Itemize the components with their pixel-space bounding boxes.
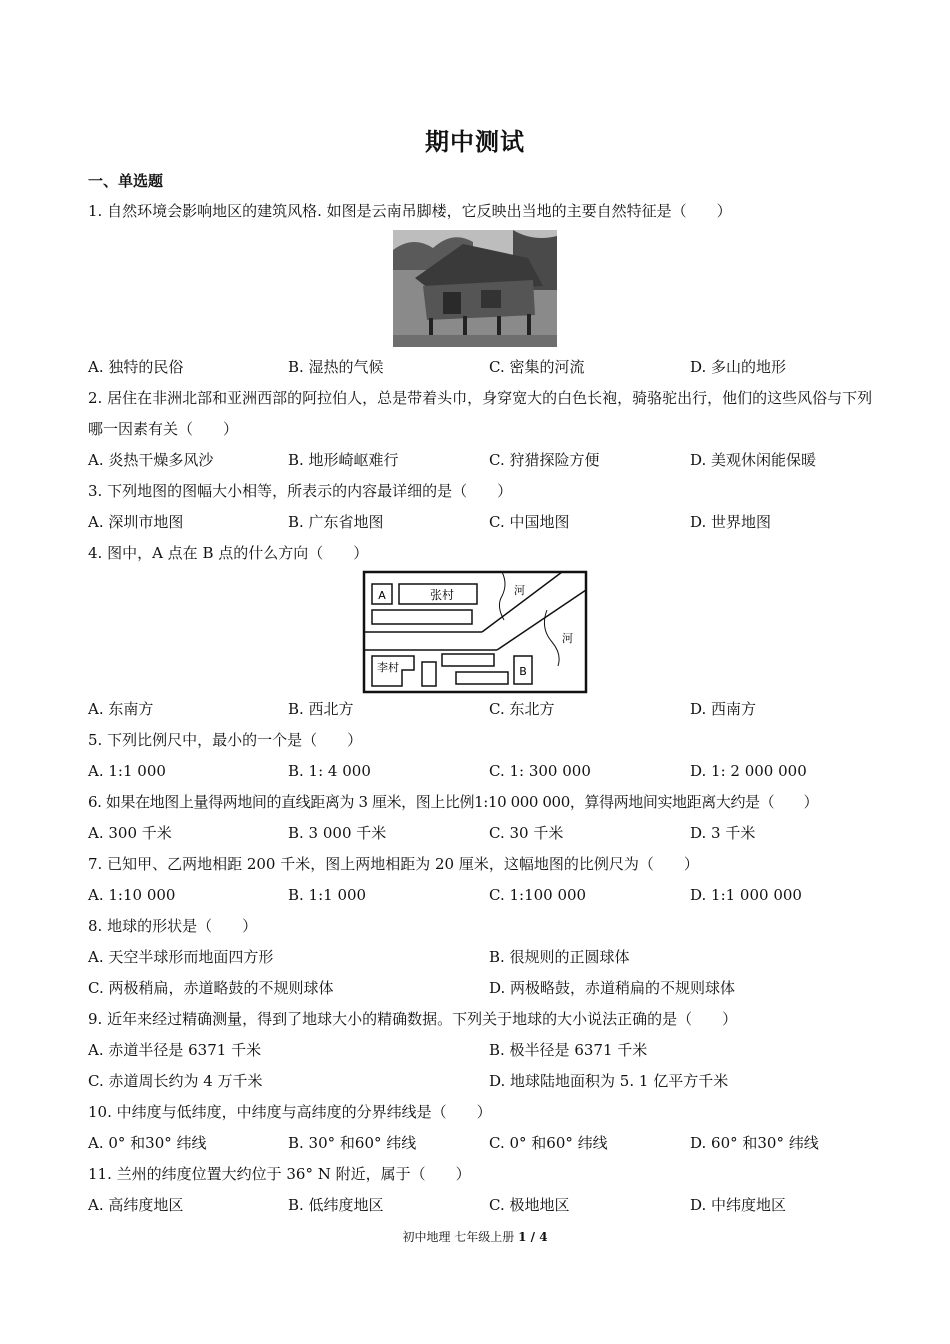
option-a[interactable]: A. 深圳市地图 xyxy=(88,513,184,531)
option-c[interactable]: C. 中国地图 xyxy=(489,513,570,531)
option-a[interactable]: A. 0° 和30° 纬线 xyxy=(88,1134,207,1152)
option-a[interactable]: A. 赤道半径是 6371 千米 xyxy=(88,1041,262,1059)
option-b[interactable]: B. 很规则的正圆球体 xyxy=(489,948,630,966)
option-a[interactable]: A. 高纬度地区 xyxy=(88,1196,184,1214)
village-map xyxy=(362,570,588,694)
question-stem: 10. 中纬度与低纬度，中纬度与高纬度的分界纬线是（ ） xyxy=(88,1103,492,1121)
option-d[interactable]: D. 3 千米 xyxy=(690,824,756,842)
options-row xyxy=(88,352,878,383)
option-c[interactable]: C. 1:100 000 xyxy=(489,886,587,904)
option-a[interactable]: A. 东南方 xyxy=(88,700,154,718)
option-d[interactable]: D. 两极略鼓，赤道稍扁的不规则球体 xyxy=(489,979,736,997)
option-c[interactable]: C. 两极稍扁，赤道略鼓的不规则球体 xyxy=(88,979,334,997)
question-stem: 5. 下列比例尺中，最小的一个是（ ） xyxy=(88,731,363,749)
question-stem: 9. 近年来经过精确测量，得到了地球大小的精确数据。下列关于地球的大小说法正确的是（ ） xyxy=(88,1010,738,1028)
option-c[interactable]: C. 极地地区 xyxy=(489,1196,570,1214)
option-d[interactable]: D. 美观休闲能保暖 xyxy=(690,451,817,469)
section-heading: 一、单选题 xyxy=(88,172,164,190)
option-b[interactable]: B. 1:1 000 xyxy=(288,886,367,904)
option-a[interactable]: A. 独特的民俗 xyxy=(88,358,184,376)
option-b[interactable]: B. 1: 4 000 xyxy=(288,762,371,780)
stilt-house-photo xyxy=(393,230,557,347)
option-d[interactable]: D. 60° 和30° 纬线 xyxy=(690,1134,819,1152)
option-d[interactable]: D. 中纬度地区 xyxy=(690,1196,787,1214)
option-c[interactable]: C. 1: 300 000 xyxy=(489,762,591,780)
question-stem: 3. 下列地图的图幅大小相等，所表示的内容最详细的是（ ） xyxy=(88,482,513,500)
option-c[interactable]: C. 0° 和60° 纬线 xyxy=(489,1134,608,1152)
option-c[interactable]: C. 密集的河流 xyxy=(489,358,585,376)
zhang-village-label: 张村 xyxy=(429,588,455,602)
option-b[interactable]: B. 低纬度地区 xyxy=(288,1196,384,1214)
options-row xyxy=(88,1066,878,1097)
river-label: 河 xyxy=(562,632,573,645)
page-title: 期中测试 xyxy=(425,128,525,156)
option-a[interactable]: A. 1:10 000 xyxy=(88,886,176,904)
option-b[interactable]: B. 地形崎岖难行 xyxy=(288,451,399,469)
question-stem: 2. 居住在非洲北部和亚洲西部的阿拉伯人，总是带着头巾，身穿宽大的白色长袍，骑骆驼出行，他们的这些风俗与下列哪一因素有关（ ） xyxy=(88,389,873,438)
question-stem: 4. 图中，A 点在 B 点的什么方向（ ） xyxy=(88,544,369,562)
option-a[interactable]: A. 300 千米 xyxy=(88,824,172,842)
option-b[interactable]: B. 极半径是 6371 千米 xyxy=(489,1041,648,1059)
footer-text: 初中地理 七年级上册 xyxy=(402,1230,515,1244)
point-b-label: B xyxy=(519,665,527,678)
option-d[interactable]: D. 地球陆地面积为 5. 1 亿平方千米 xyxy=(489,1072,729,1090)
options-row xyxy=(88,818,878,849)
option-b[interactable]: B. 广东省地图 xyxy=(288,513,384,531)
option-c[interactable]: C. 30 千米 xyxy=(489,824,564,842)
options-row xyxy=(88,942,878,973)
page-number: 1 / 4 xyxy=(518,1230,548,1244)
options-row xyxy=(88,694,878,725)
option-b[interactable]: B. 3 000 千米 xyxy=(288,824,387,842)
options-row xyxy=(88,973,878,1004)
li-village-label: 李村 xyxy=(377,661,399,674)
option-c[interactable]: C. 赤道周长约为 4 万千米 xyxy=(88,1072,263,1090)
river-label: 河 xyxy=(514,584,525,597)
option-a[interactable]: A. 炎热干燥多风沙 xyxy=(88,451,214,469)
question-stem: 11. 兰州的纬度位置大约位于 36° N 附近，属于（ ） xyxy=(88,1165,471,1183)
page-footer xyxy=(0,1228,950,1245)
option-c[interactable]: C. 狩猎探险方便 xyxy=(489,451,600,469)
options-row xyxy=(88,1128,878,1159)
option-d[interactable]: D. 世界地图 xyxy=(690,513,772,531)
question-stem: 8. 地球的形状是（ ） xyxy=(88,917,258,935)
question-stem: 6. 如果在地图上量得两地间的直线距离为 3 厘米，图上比例1:10 000 000，算得两地间实地距离大约是（ ） xyxy=(88,793,819,811)
option-d[interactable]: D. 1:1 000 000 xyxy=(690,886,802,904)
options-row xyxy=(88,756,878,787)
option-d[interactable]: D. 1: 2 000 000 xyxy=(690,762,807,780)
point-a-label: A xyxy=(378,589,386,602)
option-a[interactable]: A. 1:1 000 xyxy=(88,762,166,780)
option-d[interactable]: D. 多山的地形 xyxy=(690,358,787,376)
question-stem: 1. 自然环境会影响地区的建筑风格. 如图是云南吊脚楼，它反映出当地的主要自然特征是（ ） xyxy=(88,202,732,220)
option-b[interactable]: B. 湿热的气候 xyxy=(288,358,384,376)
option-d[interactable]: D. 西南方 xyxy=(690,700,757,718)
options-row xyxy=(88,1035,878,1066)
option-b[interactable]: B. 西北方 xyxy=(288,700,354,718)
options-row xyxy=(88,880,878,911)
option-b[interactable]: B. 30° 和60° 纬线 xyxy=(288,1134,417,1152)
options-row xyxy=(88,507,878,538)
options-row xyxy=(88,445,878,476)
question-stem: 7. 已知甲、乙两地相距 200 千米，图上两地相距为 20 厘米，这幅地图的比例尺为（ ） xyxy=(88,855,699,873)
option-c[interactable]: C. 东北方 xyxy=(489,700,555,718)
options-row xyxy=(88,1190,878,1221)
option-a[interactable]: A. 天空半球形而地面四方形 xyxy=(88,948,274,966)
